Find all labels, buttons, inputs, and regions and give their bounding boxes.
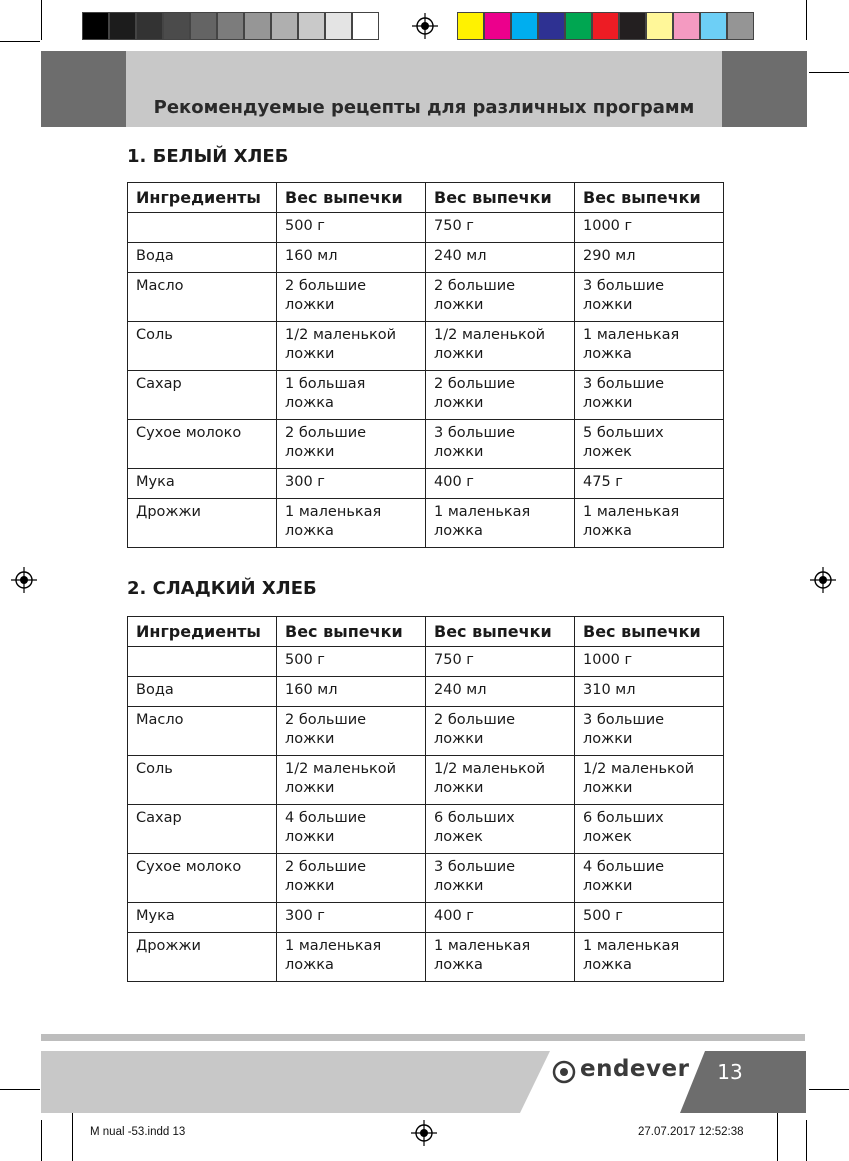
- amount-cell: 1 маленькая ложка: [426, 499, 575, 548]
- ingredient-cell: Соль: [128, 756, 277, 805]
- registration-mark-icon: [412, 13, 438, 39]
- color-swatch: [484, 12, 511, 40]
- table-header-row: [128, 617, 724, 647]
- color-swatch: [565, 12, 592, 40]
- amount-cell: 6 больших ложек: [575, 805, 724, 854]
- amount-cell: 475 г: [575, 469, 724, 499]
- color-swatch: [298, 12, 325, 40]
- amount-cell: 2 большие ложки: [426, 371, 575, 420]
- ingredient-cell: Дрожжи: [128, 499, 277, 548]
- table-row: [128, 933, 724, 982]
- slug-timestamp: 27.07.2017 12:52:38: [638, 1126, 744, 1138]
- page-title: Рекомендуемые рецепты для различных программ: [153, 97, 695, 118]
- amount-cell: 1 маленькая ложка: [277, 499, 426, 548]
- grayscale-color-bar: [82, 12, 379, 40]
- amount-cell: 3 большие ложки: [575, 371, 724, 420]
- section-title-sweet-bread: 2. СЛАДКИЙ ХЛЕБ: [127, 578, 317, 599]
- table-row: [128, 469, 724, 499]
- amount-cell: 2 большие ложки: [277, 854, 426, 903]
- amount-cell: 750 г: [426, 647, 575, 677]
- amount-cell: 3 большие ложки: [426, 854, 575, 903]
- amount-cell: 1 маленькая ложка: [575, 933, 724, 982]
- amount-cell: 1 маленькая ложка: [426, 933, 575, 982]
- ingredient-cell: Масло: [128, 273, 277, 322]
- amount-cell: 300 г: [277, 469, 426, 499]
- amount-cell: 500 г: [277, 213, 426, 243]
- amount-cell: 3 большие ложки: [426, 420, 575, 469]
- amount-cell: 2 большие ложки: [277, 273, 426, 322]
- color-swatch: [592, 12, 619, 40]
- slug-file-name: M nual -53.indd 13: [90, 1126, 186, 1138]
- table-row: [128, 707, 724, 756]
- amount-cell: 1 маленькая ложка: [575, 322, 724, 371]
- registration-mark-icon: [810, 567, 836, 593]
- amount-cell: 310 мл: [575, 677, 724, 707]
- amount-cell: 2 большие ложки: [277, 420, 426, 469]
- amount-cell: 500 г: [575, 903, 724, 933]
- table-row: [128, 854, 724, 903]
- table-row: [128, 647, 724, 677]
- table-row: [128, 273, 724, 322]
- amount-cell: 1 маленькая ложка: [575, 499, 724, 548]
- crop-mark: [777, 1110, 778, 1161]
- ingredient-cell: Сухое молоко: [128, 854, 277, 903]
- color-swatch: [673, 12, 700, 40]
- amount-cell: 3 большие ложки: [575, 707, 724, 756]
- amount-cell: 1/2 маленькой ложки: [426, 756, 575, 805]
- amount-cell: 160 мл: [277, 243, 426, 273]
- amount-cell: 400 г: [426, 903, 575, 933]
- column-header: Вес выпечки: [426, 183, 575, 213]
- color-swatch: [163, 12, 190, 40]
- amount-cell: 240 мл: [426, 677, 575, 707]
- header-band-left: [41, 51, 126, 127]
- amount-cell: 160 мл: [277, 677, 426, 707]
- ingredient-cell: Мука: [128, 903, 277, 933]
- color-swatch: [646, 12, 673, 40]
- ingredient-cell: Соль: [128, 322, 277, 371]
- crop-mark: [809, 72, 849, 73]
- column-header: Вес выпечки: [426, 617, 575, 647]
- color-swatch: [511, 12, 538, 40]
- ingredient-cell: Масло: [128, 707, 277, 756]
- color-swatch: [271, 12, 298, 40]
- column-header: Вес выпечки: [575, 183, 724, 213]
- amount-cell: 1 большая ложка: [277, 371, 426, 420]
- column-header: Вес выпечки: [277, 617, 426, 647]
- table-row: [128, 213, 724, 243]
- endever-logo-icon: [552, 1060, 576, 1084]
- registration-mark-icon: [411, 1120, 437, 1146]
- color-swatch: [325, 12, 352, 40]
- registration-mark-icon: [11, 567, 37, 593]
- amount-cell: 400 г: [426, 469, 575, 499]
- color-swatch: [136, 12, 163, 40]
- recipe-table-sweet-bread: [127, 616, 724, 982]
- color-swatch: [217, 12, 244, 40]
- color-swatch: [109, 12, 136, 40]
- column-header: Ингредиенты: [128, 183, 277, 213]
- crop-mark: [72, 1110, 73, 1161]
- amount-cell: 4 большие ложки: [277, 805, 426, 854]
- amount-cell: 1/2 маленькой ложки: [426, 322, 575, 371]
- ingredient-cell: Мука: [128, 469, 277, 499]
- ingredient-cell: Вода: [128, 677, 277, 707]
- amount-cell: 290 мл: [575, 243, 724, 273]
- amount-cell: 1000 г: [575, 647, 724, 677]
- ingredient-cell: [128, 213, 277, 243]
- table-row: [128, 756, 724, 805]
- amount-cell: 6 больших ложек: [426, 805, 575, 854]
- amount-cell: 500 г: [277, 647, 426, 677]
- amount-cell: 1/2 маленькой ложки: [277, 756, 426, 805]
- ingredient-cell: Сухое молоко: [128, 420, 277, 469]
- amount-cell: 1/2 маленькой ложки: [277, 322, 426, 371]
- header-band-right: [722, 51, 807, 127]
- table-row: [128, 420, 724, 469]
- amount-cell: 1/2 маленькой ложки: [575, 756, 724, 805]
- ingredient-cell: Сахар: [128, 371, 277, 420]
- column-header: Вес выпечки: [277, 183, 426, 213]
- ingredient-cell: [128, 647, 277, 677]
- amount-cell: 1000 г: [575, 213, 724, 243]
- color-swatch: [244, 12, 271, 40]
- ingredient-cell: Вода: [128, 243, 277, 273]
- page-number: 13: [717, 1060, 743, 1084]
- column-header: Вес выпечки: [575, 617, 724, 647]
- color-swatch: [700, 12, 727, 40]
- recipe-table-white-bread: [127, 182, 724, 548]
- crop-mark: [809, 1089, 849, 1090]
- crop-mark: [0, 1089, 40, 1090]
- table-header-row: [128, 183, 724, 213]
- amount-cell: 1 маленькая ложка: [277, 933, 426, 982]
- table-row: [128, 371, 724, 420]
- color-swatch: [352, 12, 379, 40]
- color-swatch: [82, 12, 109, 40]
- table-row: [128, 499, 724, 548]
- crop-mark: [41, 0, 42, 40]
- column-header: Ингредиенты: [128, 617, 277, 647]
- color-swatch: [457, 12, 484, 40]
- crop-mark: [0, 41, 40, 42]
- crop-mark: [806, 0, 807, 40]
- color-swatch: [538, 12, 565, 40]
- amount-cell: 5 больших ложек: [575, 420, 724, 469]
- amount-cell: 750 г: [426, 213, 575, 243]
- table-row: [128, 243, 724, 273]
- amount-cell: 2 большие ложки: [426, 273, 575, 322]
- footer-rule: [41, 1034, 805, 1041]
- brand-logo: endever: [580, 1056, 690, 1082]
- table-row: [128, 805, 724, 854]
- amount-cell: 2 большие ложки: [426, 707, 575, 756]
- amount-cell: 300 г: [277, 903, 426, 933]
- color-swatch: [190, 12, 217, 40]
- color-swatch: [619, 12, 646, 40]
- table-row: [128, 677, 724, 707]
- amount-cell: 2 большие ложки: [277, 707, 426, 756]
- table-row: [128, 903, 724, 933]
- section-title-white-bread: 1. БЕЛЫЙ ХЛЕБ: [127, 146, 289, 167]
- amount-cell: 240 мл: [426, 243, 575, 273]
- amount-cell: 3 большие ложки: [575, 273, 724, 322]
- crop-mark: [806, 1120, 807, 1161]
- ingredient-cell: Сахар: [128, 805, 277, 854]
- process-color-bar: [457, 12, 754, 40]
- ingredient-cell: Дрожжи: [128, 933, 277, 982]
- amount-cell: 4 большие ложки: [575, 854, 724, 903]
- crop-mark: [41, 1120, 42, 1161]
- color-swatch: [727, 12, 754, 40]
- table-row: [128, 322, 724, 371]
